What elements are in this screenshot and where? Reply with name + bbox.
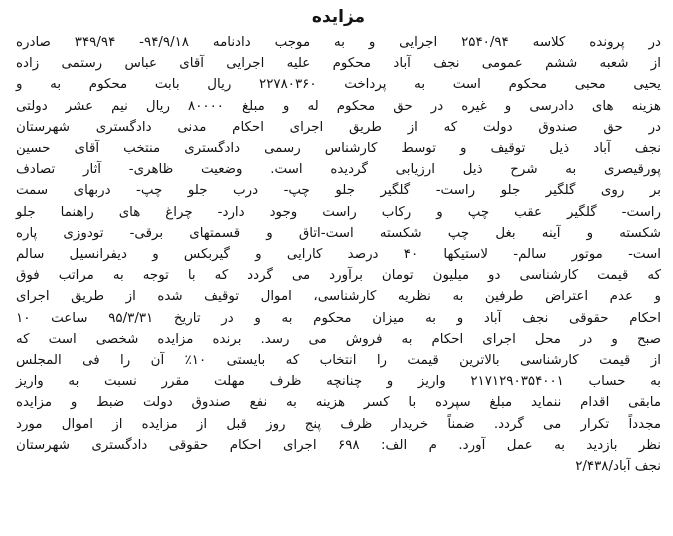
notice-line: هزینه های دادرسی و غیره در حق محکوم له و مبلغ ۸۰۰۰۰ ریال نیم عشر دولتی xyxy=(16,98,661,114)
notice-line: در حق صندوق دولت که از طریق اجرای احکام مدنی دادگستری شهرستان xyxy=(16,119,661,135)
notice-body xyxy=(16,32,661,477)
notice-line: نجف آباد/۲/۴۳۸ xyxy=(575,459,661,475)
notice-line: است- موتور سالم- لاستیکها ۴۰ درصد کارایی و گیربکس و دیفرانسیل سالم xyxy=(16,247,661,263)
notice-line: احکام حقوقی نجف آباد و به میزان محکوم به و در تاریخ ۹۵/۳/۳۱ ساعت ۱۰ xyxy=(16,310,661,326)
notice-line: از قیمت کارشناسی بالاترین قیمت را انتخاب که بایستی ۱۰٪ آن را فی المجلس xyxy=(16,353,661,369)
notice-line: بر روی گلگیر جلو راست- گلگیر جلو چپ- درب جلو چپ- دربهای سمت xyxy=(16,183,661,199)
notice-line: مابقی اقدام ننماید مبلغ سپرده با کسر هزینه به نفع صندوق دولت ضبط و مزایده xyxy=(16,395,661,411)
notice-line: مجدداً تکرار می گردد. ضمناً خریدار ظرف پنج روز قبل از مزایده از اموال مورد xyxy=(16,416,661,432)
notice-title: مزایده xyxy=(311,7,366,27)
notice-line: و عدم اعتراض طرفین به نظریه کارشناسی، اموال توقیف شده از طریق اجرای xyxy=(16,289,661,305)
notice-line: راست- گلگیر عقب چپ و رکاب راست وجود دارد- چراغ های راهنما جلو xyxy=(16,204,661,220)
notice-line: نظر بازدید به عمل آورد. م الف: ۶۹۸ اجرای احکام حقوقی دادگستری شهرستان xyxy=(16,437,661,453)
notice-line: شکسته و آینه بغل چپ شکسته است-اتاق و قسمتهای برقی- تودوزی پاره xyxy=(16,225,661,241)
notice-line: به حساب ۲۱۷۱۲۹۰۳۵۴۰۰۱ واریز و چنانچه ظرف مهلت مقرر نسبت به واریز xyxy=(16,374,661,390)
notice-line: صبح و در محل اجرای احکام به فروش می رسد. برنده مزایده شخصی است که xyxy=(16,331,661,347)
notice-line: یحیی محبی محکوم است به پرداخت ۲۲۷۸۰۳۶۰ ریال بابت محکوم به و xyxy=(16,77,661,93)
notice-line: از شعبه ششم عمومی نجف آباد محکوم علیه اجرایی آقای عباس رستمی زاده xyxy=(16,56,661,72)
notice-line: پورقیصری به شرح ذیل ارزیابی گردیده است. وضعیت ظاهری- آثار تصادف xyxy=(16,162,661,178)
notice-line: که قیمت کارشناسی دو میلیون تومان برآورد می گردد که با توجه به مراتب فوق xyxy=(16,268,661,284)
notice-line: نجف آباد ذیل توقیف و توسط کارشناس رسمی دادگستری منتخب آقای حسین xyxy=(16,141,661,157)
notice-line: در پرونده کلاسه ۲۵۴۰/۹۴ اجرایی و به موجب دادنامه ۹۴/۹/۱۸- ۳۴۹/۹۴ صادره xyxy=(16,35,661,50)
